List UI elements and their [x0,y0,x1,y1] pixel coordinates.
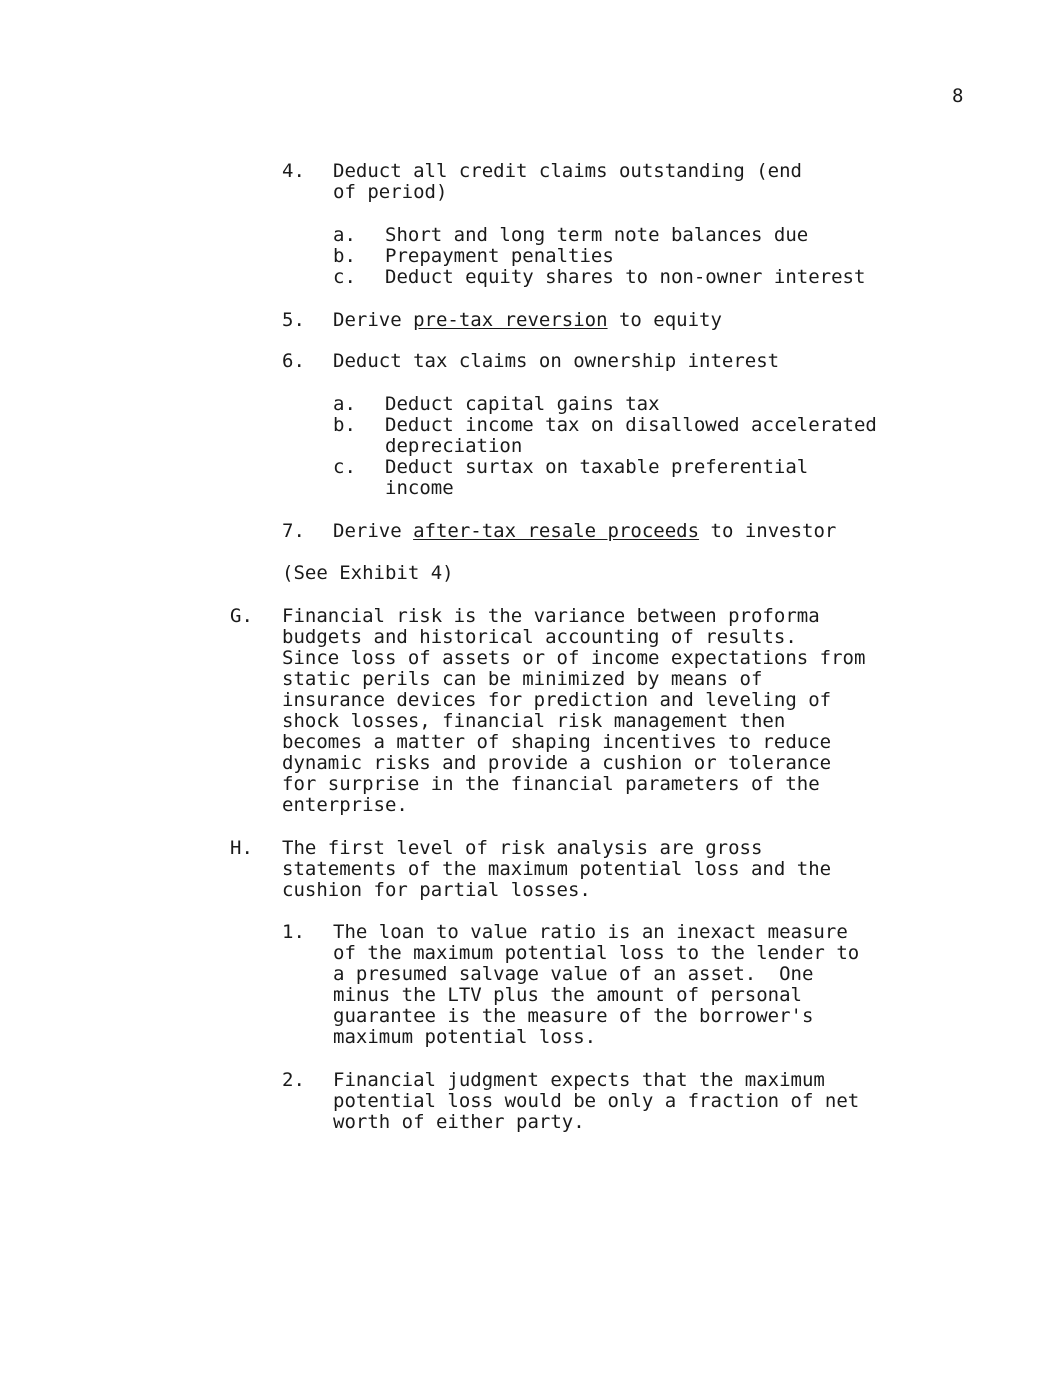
pre-tax-reversion-term: pre-tax reversion [413,309,608,331]
item-4-line-2: of period) [333,181,448,203]
item-6c-line-2: income [385,477,454,499]
item-6b-line-2: depreciation [385,435,523,457]
item-4c-letter: c. [333,266,356,288]
section-h-line: statements of the maximum potential loss and the [282,858,832,880]
section-h-item-1-line: of the maximum potential loss to the lender to [333,942,860,964]
section-h-line: The first level of risk analysis are gross [282,837,763,859]
section-h-label: H. [230,837,253,859]
section-h-item-1-line: a presumed salvage value of an asset. One [333,963,814,985]
section-h-item-1-number: 1. [282,921,305,943]
section-g-line: becomes a matter of shaping incentives to reduce [282,731,832,753]
section-g-line: budgets and historical accounting of results. [282,626,797,648]
section-h-item-1-line: The loan to value ratio is an inexact measure [333,921,848,943]
section-g-label: G. [230,605,253,627]
section-h-item-1-line: maximum potential loss. [333,1026,597,1048]
section-h-item-2-number: 2. [282,1069,305,1091]
item-4c-text: Deduct equity shares to non-owner interest [385,266,866,288]
section-g-line: insurance devices for prediction and leveling of [282,689,832,711]
item-4b-letter: b. [333,245,356,267]
section-h-item-2-line: potential loss would be only a fraction of net [333,1090,860,1112]
section-h-line: cushion for partial losses. [282,879,591,901]
section-g-line: Since loss of assets or of income expectations from [282,647,866,669]
item-6b-letter: b. [333,414,356,436]
item-6c-letter: c. [333,456,356,478]
section-g-line: enterprise. [282,794,408,816]
section-g-line: static perils can be minimized by means of [282,668,763,690]
item-6-text: Deduct tax claims on ownership interest [333,350,780,372]
item-4-line-1: Deduct all credit claims outstanding (end [333,160,802,182]
after-tax-resale-proceeds-term: after-tax resale proceeds [413,520,700,542]
item-7-text: Derive after-tax resale proceeds to investor [333,520,837,542]
section-h-item-1-line: guarantee is the measure of the borrower's [333,1005,814,1027]
section-g-line: Financial risk is the variance between proforma [282,605,820,627]
item-6c-line-1: Deduct surtax on taxable preferential [385,456,809,478]
item-6a-text: Deduct capital gains tax [385,393,660,415]
section-h-item-2-line: Financial judgment expects that the maximum [333,1069,825,1091]
section-g-line: for surprise in the financial parameters of the [282,773,820,795]
item-6b-line-1: Deduct income tax on disallowed accelerated [385,414,877,436]
section-g-line: dynamic risks and provide a cushion or tolerance [282,752,832,774]
section-g-line: shock losses, financial risk management then [282,710,786,732]
item-5-number: 5. [282,309,305,331]
see-exhibit-note: (See Exhibit 4) [282,562,454,584]
section-h-item-2-line: worth of either party. [333,1111,585,1133]
item-6-number: 6. [282,350,305,372]
item-4-number: 4. [282,160,305,182]
page-number: 8 [952,85,964,107]
item-4b-text: Prepayment penalties [385,245,614,267]
item-4a-letter: a. [333,224,356,246]
item-4a-text: Short and long term note balances due [385,224,809,246]
item-5-text: Derive pre-tax reversion to equity [333,309,722,331]
item-6a-letter: a. [333,393,356,415]
item-7-number: 7. [282,520,305,542]
section-h-item-1-line: minus the LTV plus the amount of personal [333,984,802,1006]
